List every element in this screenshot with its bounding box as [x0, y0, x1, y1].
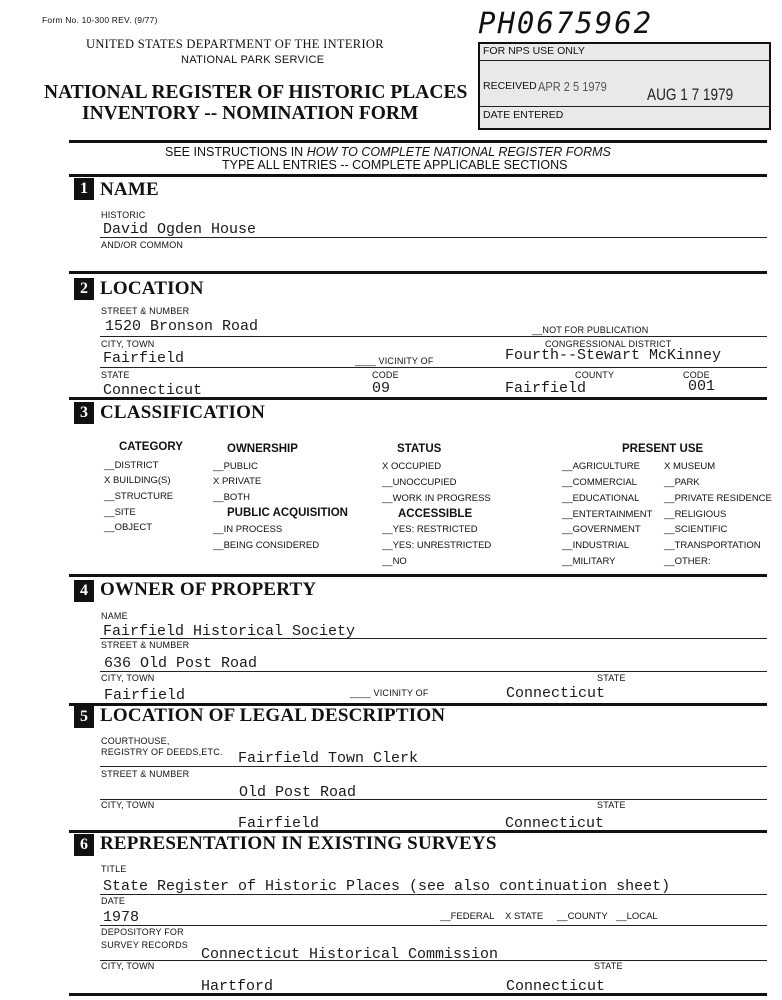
legal-city-label: CITY, TOWN: [101, 800, 155, 810]
section-1-title: NAME: [100, 179, 159, 200]
legal-city: Fairfield: [238, 815, 320, 832]
section-2-title: LOCATION: [100, 278, 204, 299]
form-number: Form No. 10-300 REV. (9/77): [42, 15, 158, 25]
section-6-number: 6: [74, 834, 94, 856]
owner-street: 636 Old Post Road: [104, 655, 258, 672]
owner-city-label: CITY, TOWN: [101, 673, 155, 683]
nps-use-box: [478, 42, 771, 130]
survey-title: State Register of Historic Places (see also continuation sheet): [103, 878, 671, 895]
present-use-option[interactable]: __AGRICULTURE: [562, 461, 640, 472]
present-use-heading: PRESENT USE: [622, 443, 704, 455]
acquisition-option[interactable]: __BEING CONSIDERED: [213, 540, 320, 551]
city-value: Fairfield: [103, 350, 185, 367]
service: NATIONAL PARK SERVICE: [181, 54, 325, 66]
category-option[interactable]: __SITE: [104, 507, 136, 518]
status-option[interactable]: X OCCUPIED: [382, 461, 442, 472]
vicinity-label: ____ VICINITY OF: [355, 356, 434, 366]
code-value: 09: [372, 380, 391, 397]
category-option[interactable]: X BUILDING(S): [104, 475, 171, 486]
status-option[interactable]: __UNOCCUPIED: [382, 477, 457, 488]
section-4-number: 4: [74, 580, 94, 602]
not-for-publication: __NOT FOR PUBLICATION: [532, 325, 649, 335]
ownership-heading: OWNERSHIP: [227, 443, 298, 455]
present-use-option[interactable]: __RELIGIOUS: [664, 509, 727, 520]
courthouse-label-1: COURTHOUSE,: [101, 736, 170, 746]
date-entered-label: DATE ENTERED: [483, 109, 564, 121]
code2-label: CODE: [683, 370, 710, 380]
section-3-number: 3: [74, 402, 94, 424]
section-2-number: 2: [74, 278, 94, 300]
present-use-option[interactable]: __COMMERCIAL: [562, 477, 637, 488]
congressional-value: Fourth--Stewart McKinney: [505, 347, 722, 364]
present-use-option[interactable]: __PRIVATE RESIDENCE: [664, 493, 772, 504]
status-option[interactable]: __WORK IN PROGRESS: [382, 493, 491, 504]
owner-state: Connecticut: [506, 685, 606, 702]
acquisition-heading: PUBLIC ACQUISITION: [227, 507, 348, 519]
congressional-label: CONGRESSIONAL DISTRICT: [545, 339, 672, 349]
department: UNITED STATES DEPARTMENT OF THE INTERIOR: [86, 37, 384, 51]
ownership-option[interactable]: X PRIVATE: [213, 476, 262, 487]
present-use-option[interactable]: __GOVERNMENT: [562, 524, 641, 535]
state-option[interactable]: X STATE: [505, 911, 544, 922]
category-option[interactable]: __DISTRICT: [104, 460, 159, 471]
received-stamp: APR 2 5 1979: [538, 79, 607, 94]
ownership-option[interactable]: __PUBLIC: [213, 461, 258, 472]
handwritten-id: PH0675962: [478, 6, 654, 40]
code-label: CODE: [372, 370, 399, 380]
state-label: STATE: [101, 370, 130, 380]
courthouse-value: Fairfield Town Clerk: [238, 750, 419, 767]
owner-street-label: STREET & NUMBER: [101, 640, 190, 650]
owner-name: Fairfield Historical Society: [103, 623, 356, 640]
code2-value: 001: [688, 378, 716, 395]
depository-label-2: SURVEY RECORDS: [101, 940, 188, 950]
historic-name: David Ogden House: [103, 221, 257, 238]
historic-label: HISTORIC: [101, 210, 146, 220]
survey-state: Connecticut: [506, 978, 606, 995]
county-value: Fairfield: [505, 380, 587, 397]
state-value: Connecticut: [103, 382, 203, 399]
acquisition-option[interactable]: __IN PROCESS: [213, 524, 283, 535]
present-use-option[interactable]: X MUSEUM: [664, 461, 716, 472]
common-label: AND/OR COMMON: [101, 240, 184, 250]
ownership-option[interactable]: __BOTH: [213, 492, 250, 503]
present-use-option[interactable]: __INDUSTRIAL: [562, 540, 630, 551]
survey-city: Hartford: [201, 978, 274, 995]
present-use-option[interactable]: __OTHER:: [664, 556, 711, 567]
form-title-1: NATIONAL REGISTER OF HISTORIC PLACES: [44, 82, 468, 103]
present-use-option[interactable]: __EDUCATIONAL: [562, 493, 640, 504]
section-6-title: REPRESENTATION IN EXISTING SURVEYS: [100, 833, 497, 854]
federal-option[interactable]: __FEDERAL: [440, 911, 495, 922]
county-label: COUNTY: [575, 370, 615, 380]
present-use-option[interactable]: __MILITARY: [562, 556, 616, 567]
accessible-heading: ACCESSIBLE: [398, 508, 473, 520]
legal-street-label: STREET & NUMBER: [101, 769, 190, 779]
accessible-option[interactable]: __NO: [382, 556, 407, 567]
category-heading: CATEGORY: [119, 441, 183, 453]
street-label: STREET & NUMBER: [101, 306, 190, 316]
depository-label-1: DEPOSITORY FOR: [101, 927, 184, 937]
instructions-line-2: TYPE ALL ENTRIES -- COMPLETE APPLICABLE SECTIONS: [222, 158, 568, 172]
survey-title-label: TITLE: [101, 864, 127, 874]
accessible-option[interactable]: __YES: UNRESTRICTED: [382, 540, 492, 551]
city-label: CITY, TOWN: [101, 339, 155, 349]
entered-stamp: AUG 1 7 1979: [647, 85, 734, 104]
nps-label: FOR NPS USE ONLY: [483, 45, 585, 57]
section-3-title: CLASSIFICATION: [100, 402, 266, 423]
received-label: RECEIVED: [483, 80, 537, 92]
present-use-option[interactable]: __ENTERTAINMENT: [562, 509, 653, 520]
owner-state-label: STATE: [597, 673, 626, 683]
status-heading: STATUS: [397, 443, 442, 455]
category-option[interactable]: __STRUCTURE: [104, 491, 174, 502]
section-5-number: 5: [74, 706, 94, 728]
survey-city-label: CITY, TOWN: [101, 961, 155, 971]
legal-state: Connecticut: [505, 815, 605, 832]
depository-value: Connecticut Historical Commission: [201, 946, 499, 963]
instructions-line-1: SEE INSTRUCTIONS IN HOW TO COMPLETE NATIONAL REGISTER FORMS: [165, 145, 611, 159]
survey-state-label: STATE: [594, 961, 623, 971]
courthouse-label-2: REGISTRY OF DEEDS,ETC.: [101, 747, 223, 757]
survey-date-label: DATE: [101, 896, 126, 906]
local-option[interactable]: __LOCAL: [616, 911, 658, 922]
owner-vicinity-label: ____ VICINITY OF: [350, 688, 429, 698]
street-value: 1520 Bronson Road: [105, 318, 259, 335]
form-title-2: INVENTORY -- NOMINATION FORM: [82, 103, 419, 124]
present-use-option[interactable]: __TRANSPORTATION: [664, 540, 761, 551]
section-4-title: OWNER OF PROPERTY: [100, 579, 317, 600]
owner-city: Fairfield: [104, 687, 186, 704]
legal-state-label: STATE: [597, 800, 626, 810]
section-1-number: 1: [74, 178, 94, 200]
section-5-title: LOCATION OF LEGAL DESCRIPTION: [100, 705, 446, 726]
county-option[interactable]: __COUNTY: [557, 911, 608, 922]
category-option[interactable]: __OBJECT: [104, 522, 153, 533]
owner-name-label: NAME: [101, 611, 128, 621]
legal-street: Old Post Road: [239, 784, 357, 801]
accessible-option[interactable]: __YES: RESTRICTED: [382, 524, 478, 535]
survey-date: 1978: [103, 909, 140, 926]
present-use-option[interactable]: __SCIENTIFIC: [664, 524, 728, 535]
present-use-option[interactable]: __PARK: [664, 477, 700, 488]
